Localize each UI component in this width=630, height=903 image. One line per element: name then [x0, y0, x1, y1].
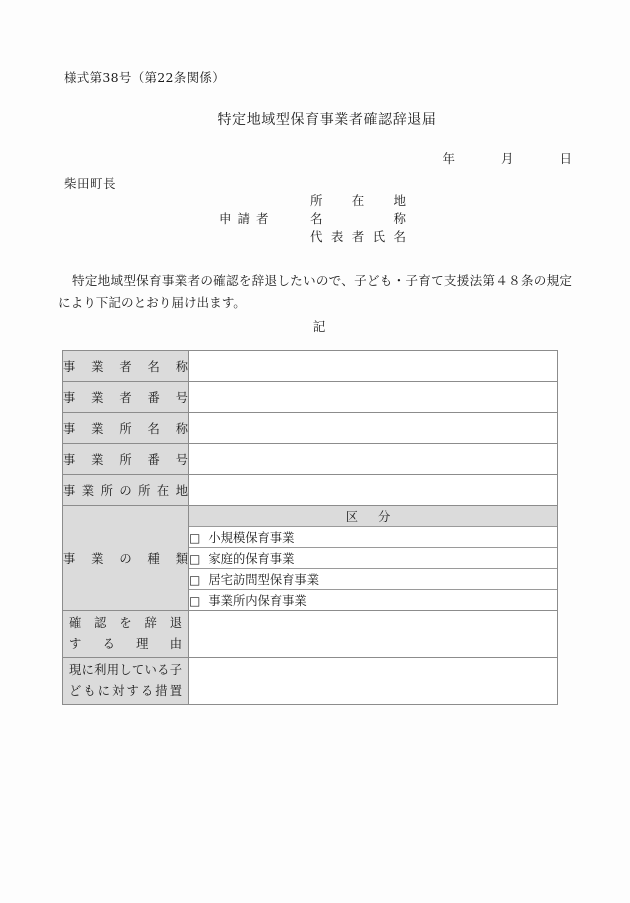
row-label-text-line2: どもに対する措置: [69, 684, 182, 698]
row-value-facility-number[interactable]: [189, 444, 558, 475]
business-type-option-small-scale[interactable]: [189, 527, 557, 548]
business-type-column-header-text: 区分: [345, 510, 411, 524]
table-row: [63, 475, 558, 506]
row-label-text-line1: 確認を辞退: [69, 616, 182, 630]
body-paragraph: [58, 270, 572, 314]
table-row-business-type: [63, 506, 558, 611]
date-year-label: 年: [442, 151, 456, 166]
checkbox-icon[interactable]: □: [189, 573, 201, 587]
row-label-text-line2: する理由: [69, 637, 182, 651]
applicant-row-name: [216, 210, 406, 228]
applicant-label: 申請者: [219, 211, 275, 226]
business-type-option-label: 居宅訪問型保育事業: [208, 573, 320, 587]
table-row-measures: [63, 658, 558, 705]
business-type-option-row: [189, 527, 557, 548]
business-type-option-row: [189, 569, 557, 590]
table-row: [63, 351, 558, 382]
form-number: 様式第38号（第22条関係）: [64, 70, 226, 85]
date-day-label: 日: [559, 151, 572, 166]
row-label-business-name: [63, 351, 189, 382]
applicant-row-representative: [216, 228, 406, 246]
checkbox-icon[interactable]: □: [189, 531, 201, 545]
business-type-cell: [189, 506, 558, 611]
applicant-field-address: 所在地: [310, 193, 406, 208]
checkbox-icon[interactable]: □: [189, 594, 201, 608]
row-label-facility-name: [63, 413, 189, 444]
table-row: [63, 382, 558, 413]
row-value-business-number[interactable]: [189, 382, 558, 413]
row-label-facility-number: [63, 444, 189, 475]
table-row: [63, 413, 558, 444]
row-label-measures: [63, 658, 189, 705]
checkbox-icon[interactable]: □: [189, 552, 201, 566]
table-row: [63, 444, 558, 475]
business-type-option-home-visit[interactable]: [189, 569, 557, 590]
row-value-facility-address[interactable]: [189, 475, 558, 506]
row-label-reason: [63, 611, 189, 658]
row-label-text-line1: 現に利用している子: [69, 663, 182, 677]
business-type-option-label: 小規模保育事業: [208, 531, 295, 545]
applicant-field-representative: 代表者氏名: [310, 229, 406, 244]
business-type-option-label: 事業所内保育事業: [208, 594, 307, 608]
form-table: [62, 350, 558, 705]
row-value-facility-name[interactable]: [189, 413, 558, 444]
date-line: [443, 149, 572, 167]
row-value-measures[interactable]: [189, 658, 558, 705]
business-type-option-row: [189, 548, 557, 569]
ki-marker: 記: [312, 319, 326, 334]
business-type-option-row: [189, 590, 557, 611]
document-title: 特定地域型保育事業者確認辞退届: [217, 112, 437, 128]
row-label-text: 事業者名称: [63, 360, 188, 374]
row-label-text: 事業の種類: [63, 552, 188, 566]
row-label-text: 事業所の所在地: [63, 484, 188, 498]
row-value-reason[interactable]: [189, 611, 558, 658]
table-row-reason: [63, 611, 558, 658]
applicant-row-address: [216, 192, 406, 210]
row-value-business-name[interactable]: [189, 351, 558, 382]
row-label-facility-address: [63, 475, 189, 506]
row-label-business-type: [63, 506, 189, 611]
business-type-option-label: 家庭的保育事業: [208, 552, 295, 566]
row-label-text: 事業所名称: [63, 422, 188, 436]
recipient-line: 柴田町長: [64, 176, 117, 191]
applicant-field-name: 名称: [310, 211, 406, 226]
business-type-header-row: [189, 506, 557, 527]
business-type-table: [189, 506, 557, 610]
row-label-text: 事業者番号: [63, 391, 188, 405]
business-type-option-workplace[interactable]: [189, 590, 557, 611]
applicant-block: [216, 192, 406, 246]
business-type-column-header: [189, 506, 557, 527]
row-label-text: 事業所番号: [63, 453, 188, 467]
date-month-label: 月: [501, 151, 514, 166]
row-label-business-number: [63, 382, 189, 413]
business-type-option-family[interactable]: [189, 548, 557, 569]
body-paragraph-text: 特定地域型保育事業者の確認を辞退したいので、子ども・子育て支援法第４８条の規定により下記のとおり届け出ます。: [58, 273, 572, 310]
